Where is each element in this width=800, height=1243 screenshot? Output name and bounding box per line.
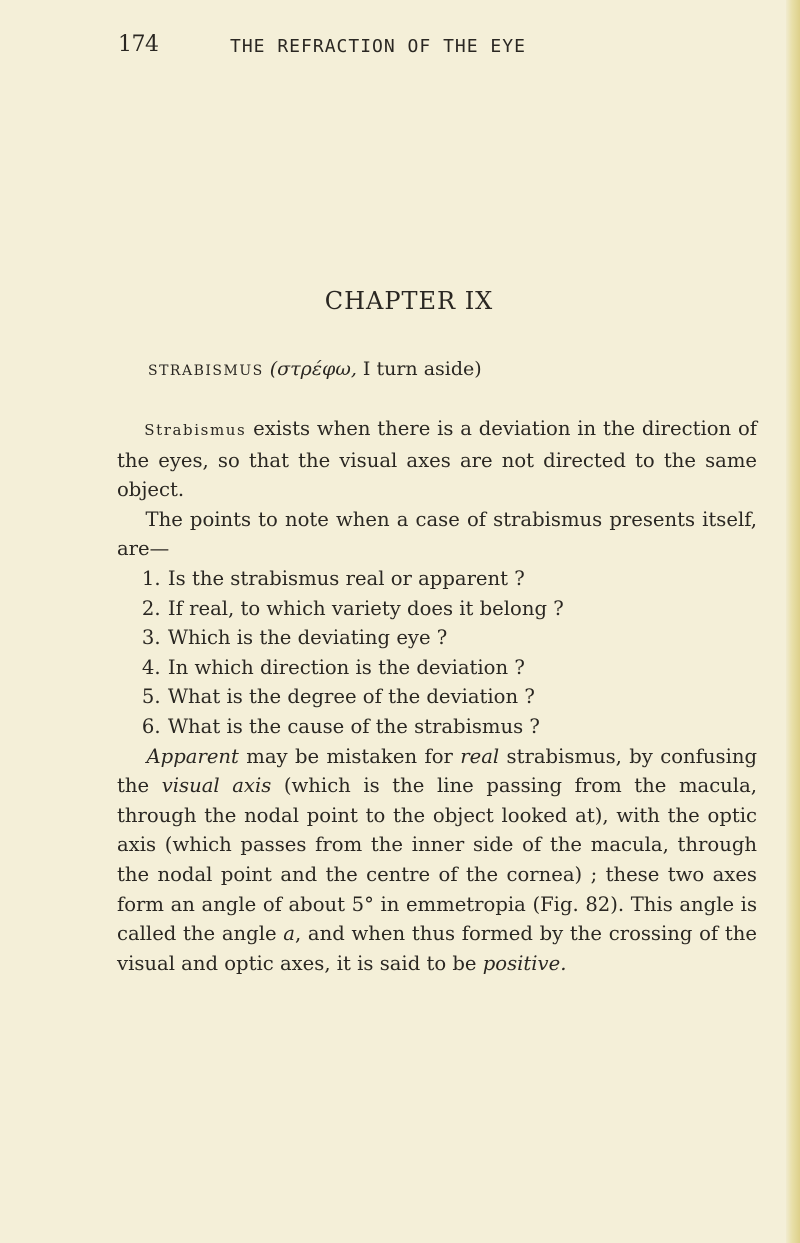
- subtitle-term: STRABISMUS: [148, 363, 264, 379]
- list-item-text: Is the strabismus real or apparent ?: [167, 566, 525, 590]
- apparent-text-3: (which is the line passing from the macula, through the nodal point to the object looked at), with the optic axis (which passes from the inner side of the macula, through the nodal point and the centre of the cornea) ; these two axes form an angle of about 5° in emmetropia (Fig. 82). This angle is called the angle: [117, 774, 757, 946]
- list-item-number: 5.: [141, 685, 161, 709]
- list-item-number: 4.: [141, 655, 161, 679]
- term-apparent: Apparent: [146, 744, 239, 768]
- apparent-text-4: , and when thus formed by the crossing of the visual and optic axes, it is said to be: [117, 922, 757, 975]
- list-item: [117, 712, 757, 742]
- list-item: [117, 682, 757, 712]
- term-visual-axis: visual axis: [161, 774, 272, 798]
- page-number: 174: [118, 32, 159, 57]
- intro-lead-word: Strabismus: [144, 421, 247, 439]
- running-title: THE REFRACTION OF THE EYE: [230, 36, 526, 57]
- list-item-number: 3.: [141, 626, 161, 650]
- question-list: [117, 564, 757, 742]
- list-item-text: What is the cause of the strabismus ?: [167, 714, 540, 738]
- list-item-text: Which is the deviating eye ?: [167, 626, 448, 650]
- chapter-title: CHAPTER IX: [324, 287, 494, 315]
- term-angle-a: a: [283, 922, 295, 946]
- points-intro-text: The points to note when a case of strabismus presents itself, are—: [117, 507, 757, 561]
- list-item: [117, 564, 757, 594]
- term-positive: positive.: [482, 951, 567, 975]
- list-item-text: In which direction is the deviation ?: [167, 655, 525, 679]
- list-item: [117, 594, 757, 624]
- apparent-text-1: may be mistaken for: [238, 744, 461, 768]
- points-intro-paragraph: [117, 505, 757, 564]
- running-head: [118, 32, 718, 68]
- list-item-text: What is the degree of the deviation ?: [167, 685, 535, 709]
- subtitle-gloss: I turn aside): [362, 358, 482, 380]
- intro-text: exists when there is a deviation in the direction of the eyes, so that the visual axes are not directed to the same object.: [117, 417, 757, 502]
- apparent-text-2: strabismus, by confusing the: [117, 744, 757, 798]
- list-item: [117, 653, 757, 683]
- list-item-number: 1.: [141, 566, 161, 590]
- body-text: [117, 414, 757, 978]
- apparent-paragraph: [117, 742, 757, 979]
- page-edge: [786, 0, 800, 1243]
- intro-paragraph: [117, 414, 757, 505]
- list-item-number: 2.: [141, 596, 161, 620]
- chapter-subtitle: [148, 358, 482, 380]
- list-item-number: 6.: [141, 714, 161, 738]
- list-item: [117, 623, 757, 653]
- list-item-text: If real, to which variety does it belong ?: [167, 596, 564, 620]
- subtitle-greek: (στρέφω,: [269, 358, 357, 380]
- term-real: real: [460, 744, 500, 768]
